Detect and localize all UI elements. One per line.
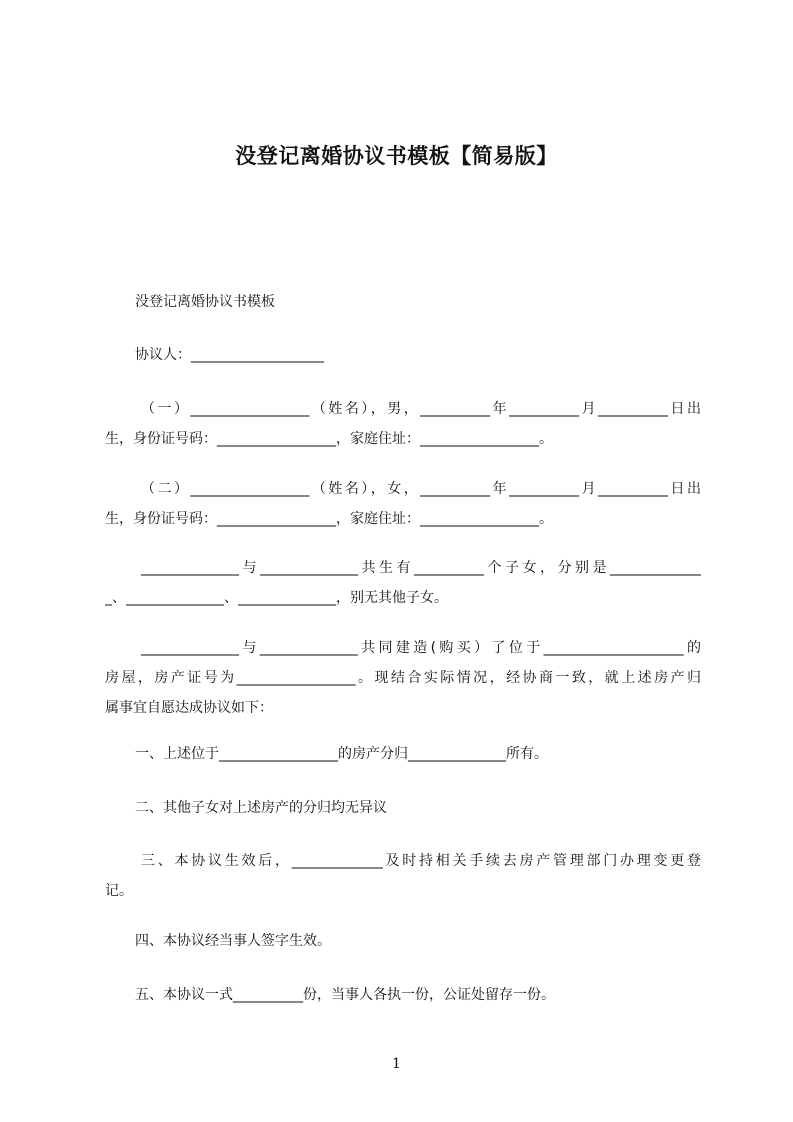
item3-line1: 三、本协议生效后，_____________及时持相关手续去房产管理部门办理变更登 xyxy=(141,853,701,869)
person1-line2: 生，身份证号码：_________________，家庭住址：_________________。 xyxy=(105,431,553,447)
house-line2: 房屋，房产证号为_________________。现结合实际情况，经协商一致，就上述房产归 xyxy=(105,670,701,686)
item1-text: 一、上述位于_________________的房产分归______________所有。 xyxy=(135,746,548,762)
party-paragraph xyxy=(105,340,731,370)
person2-line2: 生，身份证号码：_________________，家庭住址：_________________。 xyxy=(105,511,553,527)
children-line2: _、______________、______________，别无其他子女。 xyxy=(105,590,448,606)
person1-line1: （一）_________________（姓名），男，__________年__________月__________日出 xyxy=(141,401,701,417)
item2-text: 二、其他子女对上述房产的分归均无异议 xyxy=(135,800,387,816)
heading-text: 没登记离婚协议书模板 xyxy=(135,294,275,310)
item3-paragraph xyxy=(105,846,701,906)
children-paragraph xyxy=(105,553,701,613)
item4-text: 四、本协议经当事人签字生效。 xyxy=(135,933,331,949)
page-number: 1 xyxy=(392,1056,401,1072)
item5-paragraph xyxy=(105,980,731,1010)
person2-paragraph xyxy=(105,474,701,534)
item4-paragraph xyxy=(105,926,731,956)
item1-paragraph xyxy=(105,739,731,769)
house-line1: ______________与______________共同建造(购买）了位于____________________的 xyxy=(141,640,701,656)
house-paragraph xyxy=(105,633,701,723)
children-line1: ______________与______________共生有__________个子女，分别是_____________ xyxy=(141,560,701,576)
person2-line1: （二）_________________（姓名），女，__________年__________月__________日出 xyxy=(141,481,701,497)
heading-paragraph xyxy=(105,287,731,317)
document-title: 没登记离婚协议书模板【简易版】 xyxy=(235,144,558,168)
party-text: 协议人：___________________ xyxy=(135,347,324,363)
person1-paragraph xyxy=(105,394,701,454)
item5-text: 五、本协议一式__________份，当事人各执一份，公证处留存一份。 xyxy=(135,987,555,1003)
house-line3: 属事宜自愿达成协议如下： xyxy=(105,700,273,716)
item3-line2: 记。 xyxy=(105,883,133,899)
item2-paragraph xyxy=(105,793,731,823)
